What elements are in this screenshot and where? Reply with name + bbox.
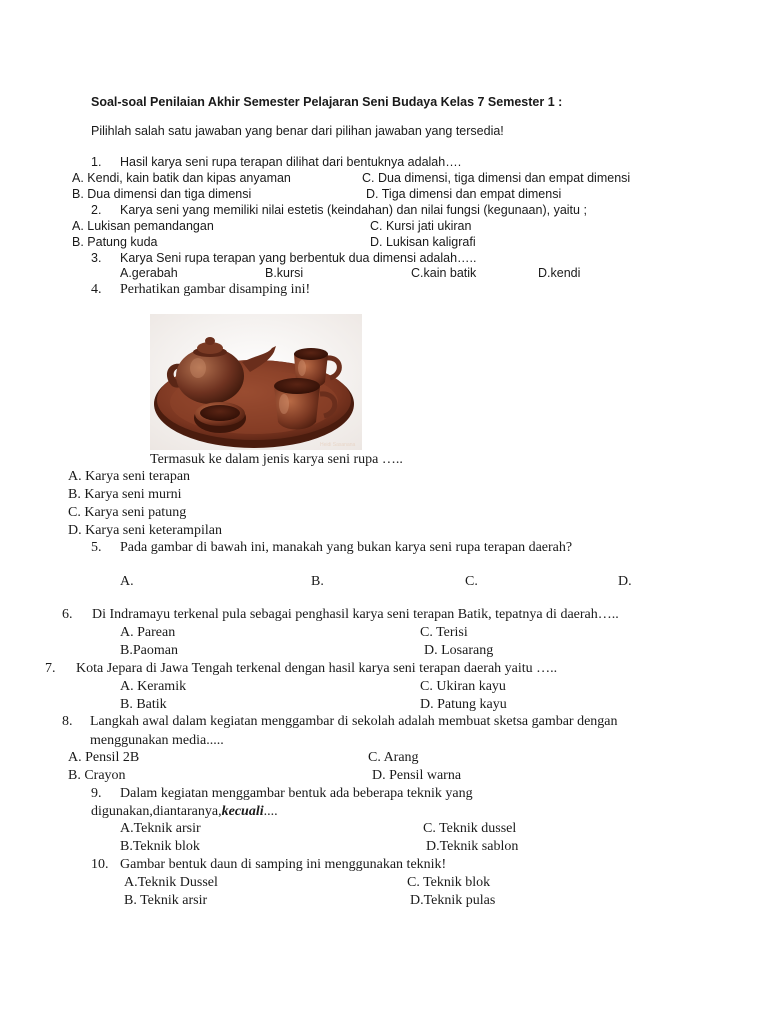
q7-number: 7. (45, 661, 56, 676)
q9-option-c: C. Teknik dussel (423, 821, 517, 836)
q9-text-main: digunakan,diantaranya, (91, 804, 222, 819)
q2-option-d: D. Lukisan kaligrafi (370, 235, 476, 249)
q7-option-a: A. Keramik (120, 679, 187, 694)
q10-option-d: D.Teknik pulas (410, 893, 496, 908)
q2-number: 2. (91, 203, 102, 217)
q3-option-a: A.gerabah (120, 266, 178, 280)
q2-option-c: C. Kursi jati ukiran (370, 219, 472, 233)
q4-question: Termasuk ke dalam jenis karya seni rupa ….. (150, 452, 403, 467)
q5-number: 5. (91, 540, 102, 555)
q4-option-a: A. Karya seni terapan (68, 469, 191, 484)
q9-option-a: A.Teknik arsir (120, 821, 201, 836)
q8-text-line2: menggunakan media..... (90, 733, 224, 748)
q1-option-a: A. Kendi, kain batik dan kipas anyaman (72, 171, 291, 185)
q8-option-c: C. Arang (368, 750, 419, 765)
q6-option-b: B.Paoman (120, 643, 178, 658)
q6-option-c: C. Terisi (420, 625, 468, 640)
q4-option-d: D. Karya seni keterampilan (68, 523, 222, 538)
q8-number: 8. (62, 714, 73, 729)
q4-option-c: C. Karya seni patung (68, 505, 187, 520)
q9-text-emphasis: kecuali (221, 804, 264, 819)
q10-option-c: C. Teknik blok (407, 875, 491, 890)
q4-text: Perhatikan gambar disamping ini! (120, 282, 311, 297)
q9-text-line1: Dalam kegiatan menggambar bentuk ada beberapa teknik yang (120, 786, 473, 801)
q8-option-b: B. Crayon (68, 768, 126, 783)
q9-text-line2 (91, 805, 278, 819)
q3-number: 3. (91, 251, 102, 265)
q9-text-end: .... (263, 804, 278, 819)
q8-option-a: A. Pensil 2B (68, 750, 140, 765)
q9-number: 9. (91, 786, 102, 801)
q5-option-d: D. (618, 574, 632, 589)
q10-number: 10. (91, 857, 109, 872)
photo-watermark: Heidi Sasanana (320, 442, 356, 448)
q9-option-d: D.Teknik sablon (426, 839, 519, 854)
q1-option-b: B. Dua dimensi dan tiga dimensi (72, 187, 252, 201)
q6-number: 6. (62, 607, 73, 622)
q5-option-a: A. (120, 574, 134, 589)
q8-option-d: D. Pensil warna (372, 768, 462, 783)
q3-option-c: C.kain batik (411, 266, 477, 280)
q4-option-b: B. Karya seni murni (68, 487, 182, 502)
q3-option-d: D.kendi (538, 266, 581, 280)
q5-option-b: B. (311, 574, 324, 589)
q2-option-b: B. Patung kuda (72, 235, 158, 249)
q6-text: Di Indramayu terkenal pula sebagai penghasil karya seni terapan Batik, tepatnya di daerah….. (92, 607, 619, 622)
q1-text: Hasil karya seni rupa terapan dilihat dari bentuknya adalah…. (120, 155, 462, 169)
tea-set-photo (150, 314, 362, 450)
q8-text-line1: Langkah awal dalam kegiatan menggambar di sekolah adalah membuat sketsa gambar dengan (90, 714, 618, 729)
q6-option-a: A. Parean (120, 625, 176, 640)
q9-option-b: B.Teknik blok (120, 839, 200, 854)
q10-option-a: A.Teknik Dussel (124, 875, 218, 890)
q10-option-b: B. Teknik arsir (124, 893, 208, 908)
instruction: Pilihlah salah satu jawaban yang benar dari pilihan jawaban yang tersedia! (91, 124, 504, 138)
q1-option-d: D. Tiga dimensi dan empat dimensi (366, 187, 562, 201)
q6-option-d: D. Losarang (424, 643, 494, 658)
q1-number: 1. (91, 155, 102, 169)
q1-option-c: C. Dua dimensi, tiga dimensi dan empat dimensi (362, 171, 631, 185)
q3-text: Karya Seni rupa terapan yang berbentuk dua dimensi adalah….. (120, 251, 477, 265)
q3-option-b: B.kursi (265, 266, 304, 280)
q7-text: Kota Jepara di Jawa Tengah terkenal dengan hasil karya seni terapan daerah yaitu ….. (76, 661, 558, 676)
q7-option-c: C. Ukiran kayu (420, 679, 506, 694)
page-title: Soal-soal Penilaian Akhir Semester Pelajaran Seni Budaya Kelas 7 Semester 1 : (91, 95, 563, 109)
q2-option-a: A. Lukisan pemandangan (72, 219, 214, 233)
q5-option-c: C. (465, 574, 478, 589)
q7-option-b: B. Batik (120, 697, 167, 712)
q2-text: Karya seni yang memiliki nilai estetis (keindahan) dan nilai fungsi (kegunaan), yaitu ; (120, 203, 587, 217)
q10-text: Gambar bentuk daun di samping ini menggunakan teknik! (120, 857, 447, 872)
q5-text: Pada gambar di bawah ini, manakah yang bukan karya seni rupa terapan daerah? (120, 540, 573, 555)
q4-number: 4. (91, 282, 102, 297)
q7-option-d: D. Patung kayu (420, 697, 507, 712)
